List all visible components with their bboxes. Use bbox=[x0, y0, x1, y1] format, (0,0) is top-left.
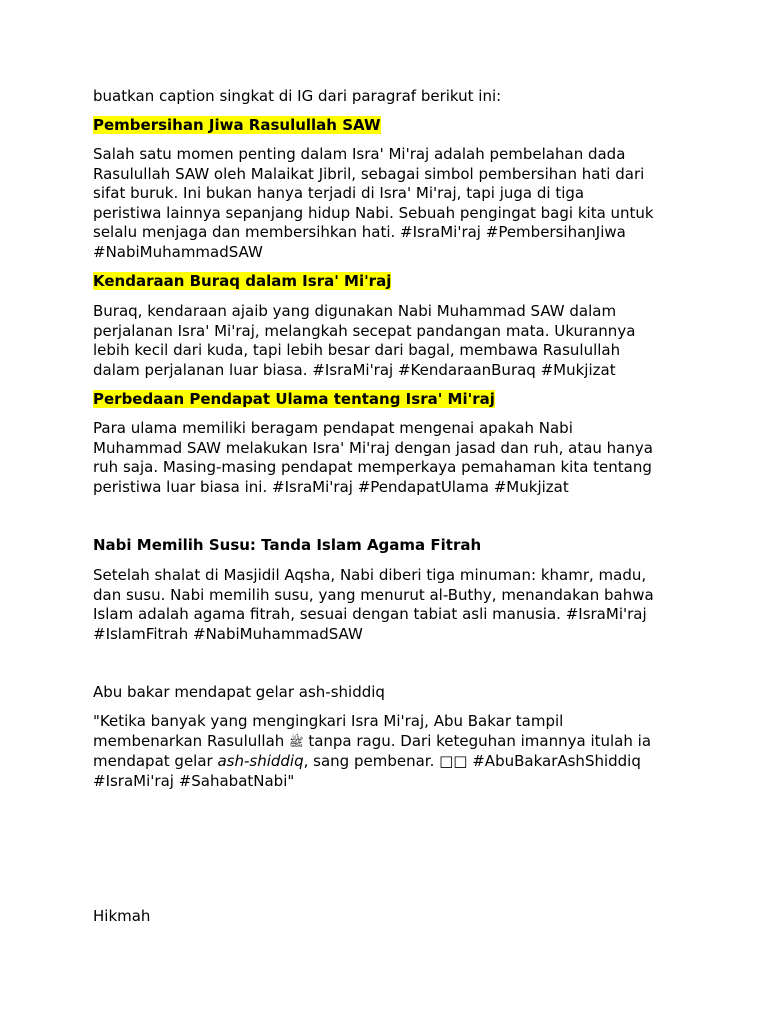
heading-highlight: Kendaraan Buraq dalam Isra' Mi'raj bbox=[93, 272, 392, 290]
body-line: Salah satu momen penting dalam Isra' Mi'raj adalah pembelahan dada bbox=[93, 145, 626, 163]
section-heading-buraq bbox=[93, 272, 683, 292]
section-body-susu bbox=[93, 566, 683, 644]
saw-ligature-icon: ﷺ bbox=[289, 734, 304, 749]
quote-text: mendapat gelar bbox=[93, 752, 218, 771]
quote-text: tanpa ragu. Dari keteguhan imannya itulah ia bbox=[303, 731, 652, 750]
missing-glyph-icon: □□ bbox=[439, 752, 468, 771]
body-line: ruh saja. Masing-masing pendapat memperkaya pemahaman kita tentang bbox=[93, 458, 652, 477]
body-line: Rasulullah SAW oleh Malaikat Jibril, sebagai simbol pembersihan hati dari bbox=[93, 164, 645, 183]
section-body-ulama bbox=[93, 419, 683, 497]
body-line: Islam adalah agama fitrah, sesuai dengan tabiat asli manusia. #IsraMi'raj bbox=[93, 605, 647, 624]
body-line: Para ulama memiliki beragam pendapat mengenai apakah Nabi bbox=[93, 419, 573, 437]
body-line: #NabiMuhammadSAW bbox=[93, 242, 263, 261]
body-line: sifat buruk. Ini bukan hanya terjadi di Isra' Mi'raj, tapi juga di tiga bbox=[93, 184, 585, 203]
intro-text: buatkan caption singkat di IG dari paragraf berikut ini: bbox=[93, 87, 502, 105]
body-line: Setelah shalat di Masjidil Aqsha, Nabi diberi tiga minuman: khamr, madu, bbox=[93, 566, 647, 584]
section-body-buraq bbox=[93, 302, 683, 380]
body-line: perjalanan Isra' Mi'raj, melangkah secepat pandangan mata. Ukurannya bbox=[93, 321, 636, 340]
heading-highlight: Perbedaan Pendapat Ulama tentang Isra' Mi'raj bbox=[93, 390, 495, 408]
quote-line: "Ketika banyak yang mengingkari Isra Mi'raj, Abu Bakar tampil bbox=[93, 712, 564, 730]
body-line: dan susu. Nabi memilih susu, yang menurut al-Buthy, menandakan bahwa bbox=[93, 585, 654, 604]
quote-text: membenarkan Rasulullah bbox=[93, 731, 290, 750]
section-heading-abubakar: Abu bakar mendapat gelar ash-shiddiq bbox=[93, 683, 385, 701]
heading-highlight: Pembersihan Jiwa Rasulullah SAW bbox=[93, 116, 381, 134]
section-heading-pembersihan bbox=[93, 116, 683, 136]
body-line: selalu menjaga dan membersihkan hati. #IsraMi'raj #PembersihanJiwa bbox=[93, 223, 626, 242]
quote-line bbox=[93, 732, 683, 753]
body-line: lebih kecil dari kuda, tapi lebih besar dari bagal, membawa Rasulullah bbox=[93, 341, 621, 360]
footer-text: Hikmah bbox=[93, 907, 151, 925]
section-quote-abubakar bbox=[93, 712, 683, 791]
body-line: dalam perjalanan luar biasa. #IsraMi'raj #KendaraanBuraq #Mukjizat bbox=[93, 360, 616, 379]
quote-line bbox=[93, 752, 683, 772]
section-heading-ulama bbox=[93, 390, 683, 410]
quote-text: #AbuBakarAshShiddiq bbox=[467, 752, 641, 771]
body-line: Muhammad SAW melakukan Isra' Mi'raj dengan jasad dan ruh, atau hanya bbox=[93, 438, 653, 457]
body-line: peristiwa luar biasa ini. #IsraMi'raj #PendapatUlama #Mukjizat bbox=[93, 477, 569, 496]
section-body-pembersihan bbox=[93, 145, 683, 263]
quote-emphasis: ash-shiddiq bbox=[217, 752, 304, 771]
body-line: peristiwa lainnya sepanjang hidup Nabi. Sebuah pengingat bagi kita untuk bbox=[93, 203, 654, 222]
body-line: Buraq, kendaraan ajaib yang digunakan Nabi Muhammad SAW dalam bbox=[93, 302, 617, 320]
quote-line: #IsraMi'raj #SahabatNabi" bbox=[93, 771, 295, 790]
section-heading-susu: Nabi Memilih Susu: Tanda Islam Agama Fitrah bbox=[93, 536, 482, 554]
quote-text: , sang pembenar. bbox=[303, 752, 440, 771]
body-line: #IslamFitrah #NabiMuhammadSAW bbox=[93, 624, 363, 643]
